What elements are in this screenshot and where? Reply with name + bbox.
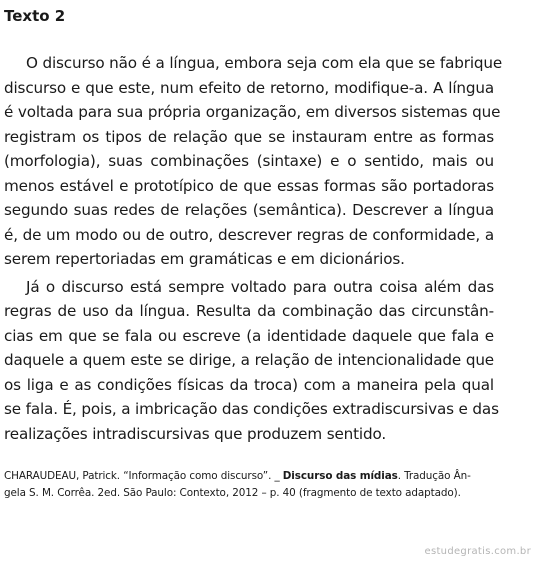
- text-line: é, de um modo ou de outro, descrever regras de conformidade, a: [4, 225, 494, 244]
- text-line: os liga e as condições físicas da troca) com a maneira pela qual: [4, 375, 494, 394]
- citation-line-2: gela S. M. Corrêa. 2ed. São Paulo: Contexto, 2012 – p. 40 (fragmento de texto adaptado).: [4, 487, 461, 499]
- text-line: discurso e que este, num efeito de retorno, modifique-a. A língua: [4, 78, 494, 97]
- text-line: cias em que se fala ou escreve (a identidade daquele que fala e: [4, 326, 494, 345]
- text-line: (morfologia), suas combinações (sintaxe) e o sentido, mais ou: [4, 152, 494, 170]
- site-watermark: estudegratis.com.br: [424, 546, 531, 557]
- text-line: registram os tipos de relação que se instauram entre as formas: [4, 127, 494, 146]
- citation-author: CHARAUDEAU, Patrick. “Informação como discurso”. _: [4, 470, 283, 482]
- text-line: Já o discurso está sempre voltado para outra coisa além das: [26, 277, 494, 296]
- text-line: menos estável e prototípico de que essas formas são portadoras: [4, 176, 494, 195]
- citation-line-1: [4, 468, 494, 485]
- citation-translation: . Tradução Ân-: [397, 470, 471, 482]
- text-title: Texto 2: [4, 7, 66, 25]
- text-line: regras de uso da língua. Resulta da combinação das circunstân-: [4, 302, 494, 320]
- text-body: [4, 51, 503, 446]
- text-line: realizações intradiscursivas que produzem sentido.: [4, 424, 387, 443]
- text-line: O discurso não é a língua, embora seja com ela que se fabrique: [26, 54, 503, 72]
- text-line: se fala. É, pois, a imbricação das condições extradiscursivas e das: [4, 400, 499, 418]
- text-line: segundo suas redes de relações (semântica). Descrever a língua: [4, 201, 494, 219]
- citation-book-title: Discurso das mídias: [282, 470, 398, 482]
- text-line: serem repertoriadas em gramáticas e em dicionários.: [4, 250, 405, 268]
- source-citation: [4, 468, 494, 502]
- paragraph-2: [4, 275, 499, 447]
- text-line: é voltada para sua própria organização, em diversos sistemas que: [4, 103, 501, 121]
- paragraph-1: [4, 51, 503, 272]
- text-line: daquele a quem este se dirige, a relação de intencionalidade que: [4, 351, 494, 369]
